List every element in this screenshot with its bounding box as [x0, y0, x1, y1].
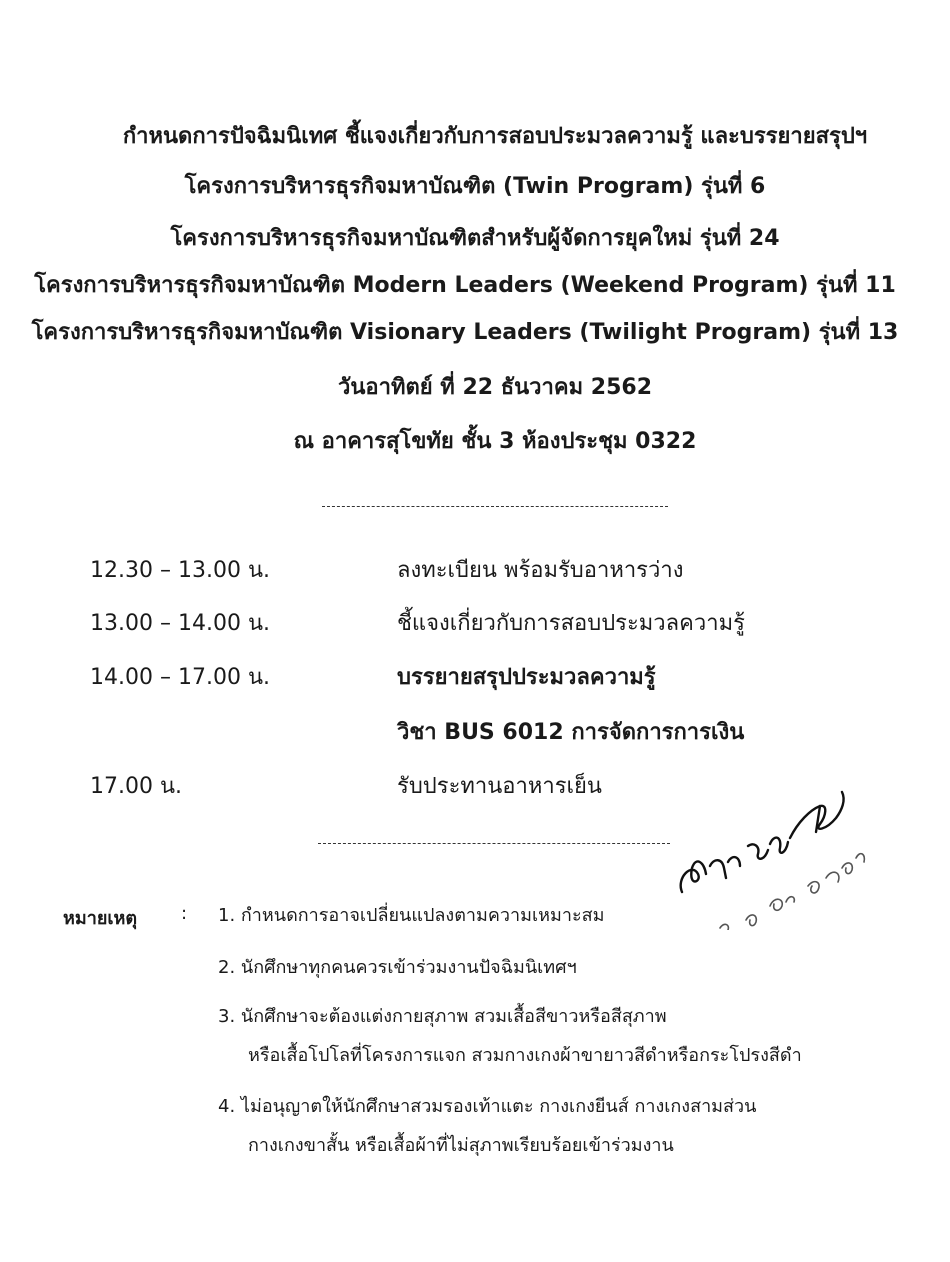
note-item-continuation: หรือเสื้อโปโลที่โครงการแจก สวมกางเกงผ้าขายาวสีดำหรือกระโปรงสีดำ	[248, 1045, 802, 1066]
notes-colon: :	[181, 903, 188, 924]
schedule-time: 17.00 น.	[90, 774, 183, 799]
note-item: 3. นักศึกษาจะต้องแต่งกายสุภาพ สวมเสื้อสีขาวหรือสีสุภาพ	[218, 1006, 667, 1027]
header-program-twin: โครงการบริหารธุรกิจมหาบัณฑิต (Twin Program) รุ่นที่ 6	[184, 174, 766, 199]
schedule-activity: ชี้แจงเกี่ยวกับการสอบประมวลความรู้	[397, 611, 745, 636]
note-item-continuation: กางเกงขาสั้น หรือเสื้อผ้าที่ไม่สุภาพเรียบร้อยเข้าร่วมงาน	[248, 1135, 674, 1156]
header-program-twilight: โครงการบริหารธุรกิจมหาบัณฑิต Visionary Leaders (Twilight Program) รุ่นที่ 13	[31, 320, 899, 345]
schedule-time: 13.00 – 14.00 น.	[90, 611, 270, 636]
schedule-activity: ลงทะเบียน พร้อมรับอาหารว่าง	[397, 558, 684, 583]
schedule-time: 14.00 – 17.00 น.	[90, 665, 270, 690]
header-title-line: กำหนดการปัจฉิมนิเทศ ชี้แจงเกี่ยวกับการสอบประมวลความรู้ และบรรยายสรุปฯ	[122, 124, 868, 149]
schedule-activity: รับประทานอาหารเย็น	[397, 774, 602, 799]
note-item: 1. กำหนดการอาจเปลี่ยนแปลงตามความเหมาะสม	[218, 905, 605, 926]
schedule-activity-subject: วิชา BUS 6012 การจัดการการเงิน	[397, 720, 745, 745]
header-program-weekend: โครงการบริหารธุรกิจมหาบัณฑิต Modern Leaders (Weekend Program) รุ่นที่ 11	[34, 273, 896, 298]
header-date: วันอาทิตย์ ที่ 22 ธันวาคม 2562	[337, 375, 652, 400]
note-item: 2. นักศึกษาทุกคนควรเข้าร่วมงานปัจฉิมนิเทศฯ	[218, 957, 577, 978]
header-venue: ณ อาคารสุโขทัย ชั้น 3 ห้องประชุม 0322	[293, 429, 697, 454]
header-program-modern-manager: โครงการบริหารธุรกิจมหาบัณฑิตสำหรับผู้จัดการยุคใหม่ รุ่นที่ 24	[170, 226, 780, 251]
notes-label: หมายเหตุ	[63, 908, 138, 929]
divider-bottom	[318, 843, 670, 844]
note-item: 4. ไม่อนุญาตให้นักศึกษาสวมรองเท้าแตะ กางเกงยีนส์ กางเกงสามส่วน	[218, 1096, 757, 1117]
schedule-time: 12.30 – 13.00 น.	[90, 558, 270, 583]
schedule-activity: บรรยายสรุปประมวลความรู้	[397, 665, 656, 690]
divider-top	[322, 506, 668, 507]
signature-stamp	[670, 770, 870, 930]
